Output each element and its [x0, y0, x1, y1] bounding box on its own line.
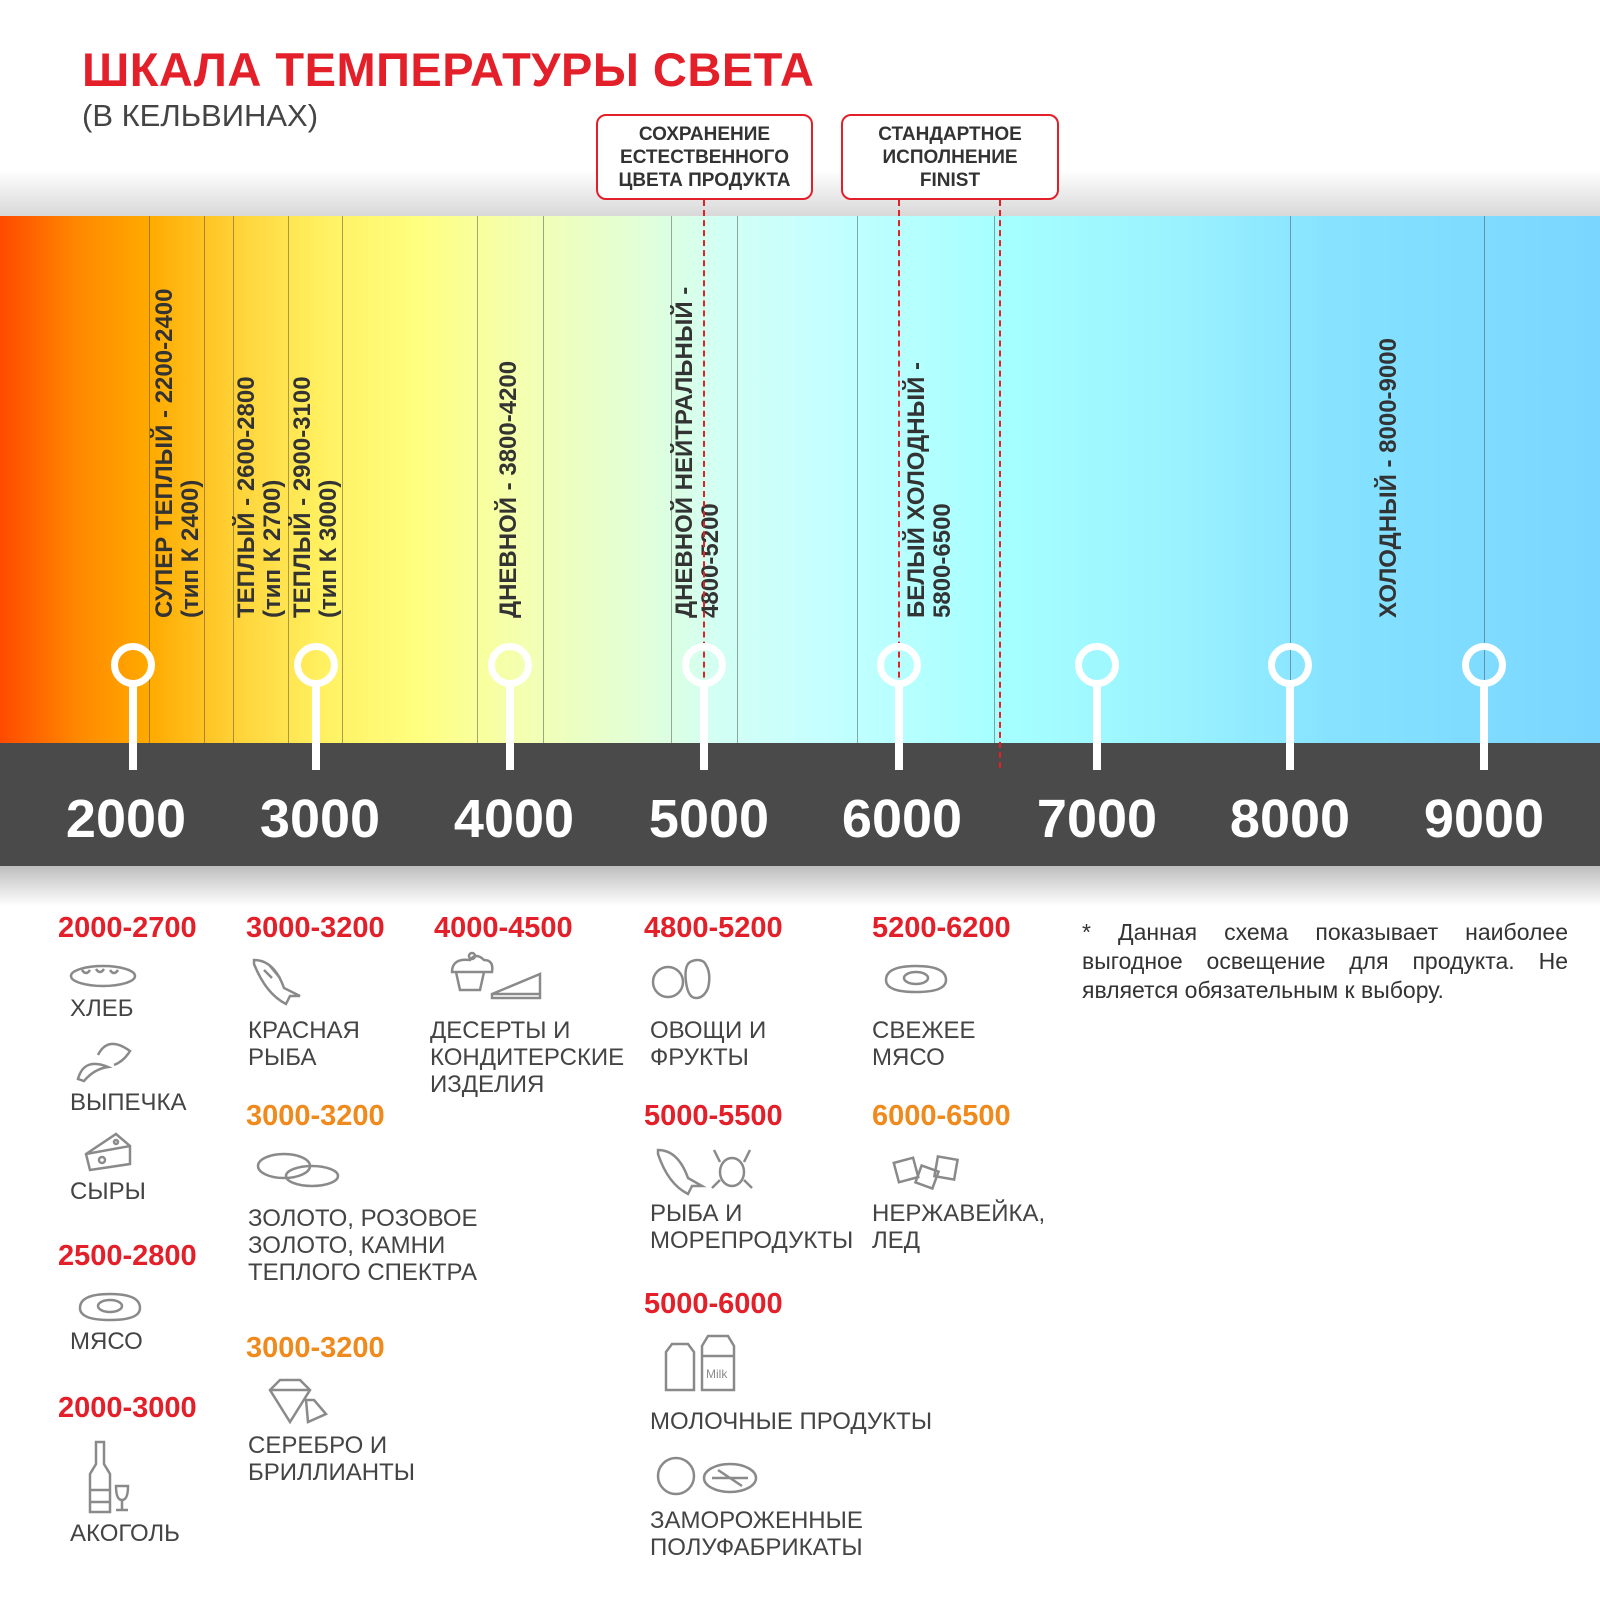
item-label: СВЕЖЕЕ МЯСО	[872, 1017, 976, 1071]
scale-tick-label: 4000	[453, 789, 575, 849]
zone-label-cold: ХОЛОДНЫЙ - 8000-9000	[1375, 338, 1402, 618]
callout-natural-color	[596, 114, 813, 200]
scale-tick-label: 6000	[841, 789, 963, 849]
callout-line: СТАНДАРТНОЕ	[878, 123, 1022, 145]
range-label: 5000-5500	[644, 1100, 783, 1132]
scale-tick-label: 8000	[1229, 789, 1351, 849]
item-label: НЕРЖАВЕЙКА, ЛЕД	[872, 1200, 1046, 1254]
range-label: 4800-5200	[644, 912, 783, 944]
item-label: СЫРЫ	[70, 1178, 146, 1205]
zone-label-super-warm: СУПЕР ТЕПЛЫЙ - 2200-2400 (тип К 2400)	[151, 288, 204, 618]
scale-tick-label: 2000	[65, 789, 187, 849]
page-subtitle: (В КЕЛЬВИНАХ)	[82, 98, 319, 133]
range-label: 5000-6000	[644, 1288, 783, 1320]
croissant-icon	[74, 1035, 134, 1090]
item-label: ВЫПЕЧКА	[70, 1089, 187, 1116]
zone-label-cold-white: БЕЛЫЙ ХОЛОДНЫЙ - 5800-6500	[903, 362, 956, 618]
milk-carton-text: Milk	[706, 1367, 728, 1381]
range-label: 2000-3000	[58, 1392, 197, 1424]
callout-line: СОХРАНЕНИЕ	[638, 123, 771, 145]
footnote: * Данная схема показывает наиболее выгодное освещение для продукта. Не является обязательным к выбору.	[1082, 919, 1568, 1003]
bottle-icon	[86, 1440, 136, 1519]
range-label: 3000-3200	[246, 912, 385, 944]
zone-divider	[477, 216, 478, 743]
zone-divider	[204, 216, 205, 743]
diamond-icon	[266, 1378, 336, 1429]
item-label: ЗАМОРОЖЕННЫЕ ПОЛУФАБРИКАТЫ	[650, 1507, 863, 1561]
fish-icon	[250, 956, 306, 1011]
item-label: СЕРЕБРО И БРИЛЛИАНТЫ	[248, 1432, 416, 1486]
callout-line: FINIST	[919, 169, 981, 191]
item-label: МОЛОЧНЫЕ ПРОДУКТЫ	[650, 1408, 933, 1435]
frozen-food-icon	[654, 1452, 764, 1505]
bread-icon	[68, 962, 138, 993]
scale-tick-label: 7000	[1036, 789, 1158, 849]
zone-label-daylight-neutral: ДНЕВНОЙ НЕЙТРАЛЬНЫЙ - 4800-5200	[671, 286, 724, 618]
ice-cubes-icon	[892, 1154, 962, 1197]
range-label: 5200-6200	[872, 912, 1011, 944]
vegetables-icon	[650, 952, 726, 1007]
range-label: 2000-2700	[58, 912, 197, 944]
callout-line: ЕСТЕСТВЕННОГО	[620, 146, 789, 168]
cheese-icon	[82, 1130, 132, 1177]
zone-divider	[994, 216, 995, 743]
zone-label-warm-3000: ТЕПЛЫЙ - 2900-3100 (тип К 3000)	[289, 376, 342, 618]
zone-divider	[857, 216, 858, 743]
page-title: ШКАЛА ТЕМПЕРАТУРЫ СВЕТА	[82, 43, 815, 96]
dessert-icon	[446, 950, 556, 1011]
scale-tick-label: 3000	[259, 789, 381, 849]
item-label: КРАСНАЯ РЫБА	[248, 1017, 360, 1071]
steak-icon	[74, 1290, 144, 1329]
callout-line: ЦВЕТА ПРОДУКТА	[618, 169, 791, 191]
range-label: 3000-3200	[246, 1332, 385, 1364]
item-label: ЗОЛОТО, РОЗОВОЕ ЗОЛОТО, КАМНИ ТЕПЛОГО СПЕКТРА	[248, 1205, 478, 1286]
zone-divider	[737, 216, 738, 743]
callout-line: ИСПОЛНЕНИЕ	[882, 146, 1018, 168]
steak-icon	[880, 962, 950, 1001]
range-label: 4000-4500	[434, 912, 573, 944]
zone-divider	[342, 216, 343, 743]
callout-finist-standard	[841, 114, 1059, 200]
zone-label-daylight: ДНЕВНОЙ - 3800-4200	[495, 360, 522, 618]
finist-marker-line-right	[999, 200, 1001, 768]
item-label: ДЕСЕРТЫ И КОНДИТЕРСКИЕ ИЗДЕЛИЯ	[430, 1017, 625, 1098]
item-label: АКОГОЛЬ	[70, 1520, 180, 1547]
range-label: 3000-3200	[246, 1100, 385, 1132]
item-label: ОВОЩИ И ФРУКТЫ	[650, 1017, 767, 1071]
bottom-shadow	[0, 866, 1600, 906]
range-label: 2500-2800	[58, 1240, 197, 1272]
zone-divider	[543, 216, 544, 743]
scale-tick-label: 9000	[1423, 789, 1545, 849]
item-label: РЫБА И МОРЕПРОДУКТЫ	[650, 1200, 854, 1254]
rings-icon	[256, 1148, 342, 1197]
item-label: МЯСО	[70, 1328, 143, 1355]
milk-icon	[660, 1334, 750, 1399]
zone-label-warm-2700: ТЕПЛЫЙ - 2600-2800 (тип К 2700)	[233, 376, 286, 618]
seafood-icon	[654, 1146, 754, 1201]
scale-tick-label: 5000	[648, 789, 770, 849]
range-label: 6000-6500	[872, 1100, 1011, 1132]
item-label: ХЛЕБ	[70, 995, 134, 1022]
